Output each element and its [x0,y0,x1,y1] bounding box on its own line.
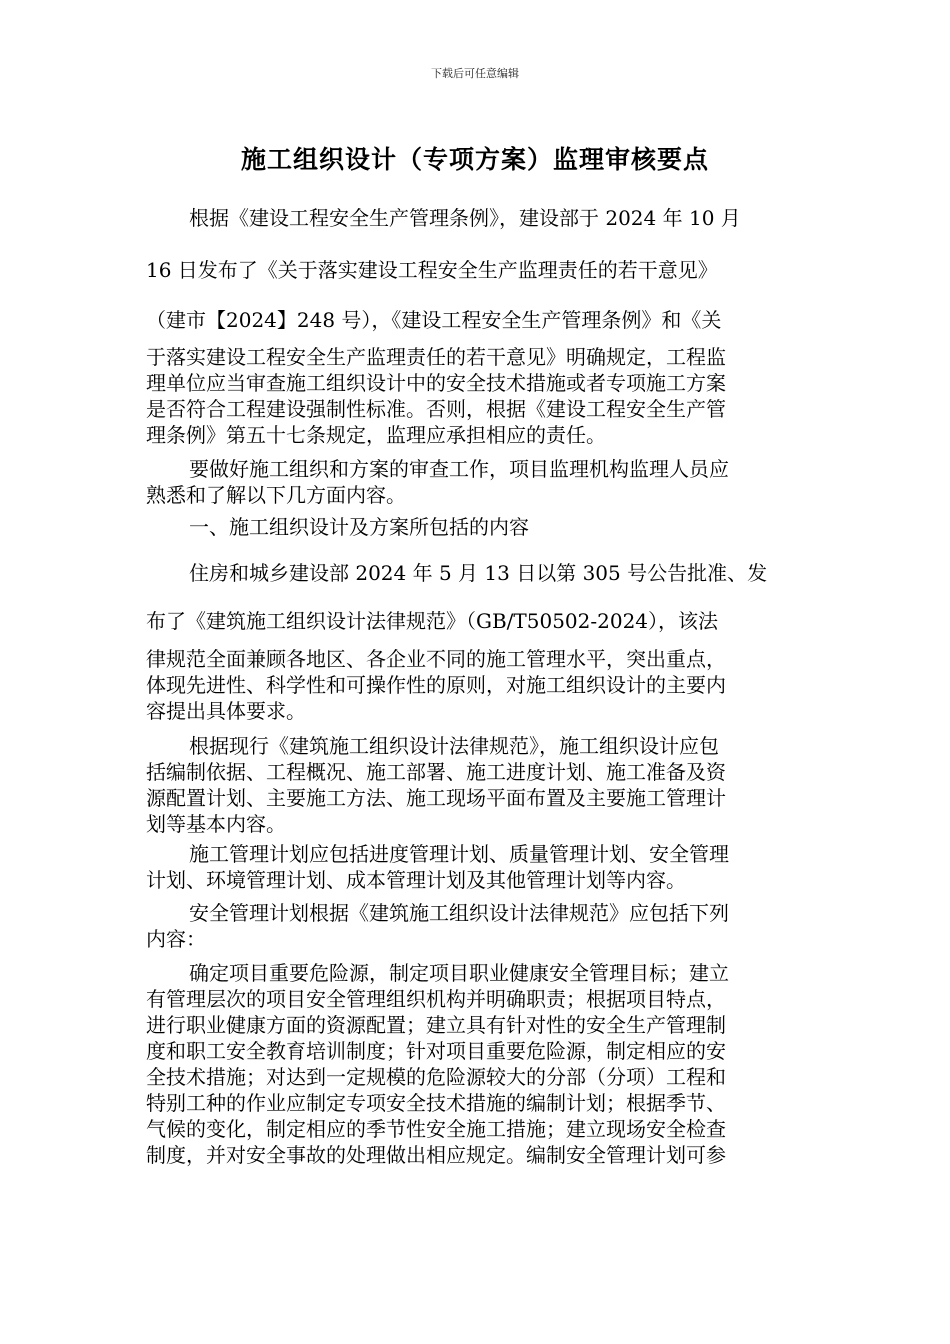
page-header-note: 下载后可任意编辑 [431,67,519,80]
text-line: 内容： [146,927,206,951]
text-line: 特别工种的作业应制定专项安全技术措施的编制计划；根据季节、 [146,1091,726,1115]
text-line: 熟悉和了解以下几方面内容。 [146,483,406,507]
text-line: 有管理层次的项目安全管理组织机构并明确职责；根据项目特点， [146,987,726,1011]
text-line: 布了《建筑施工组织设计法律规范》（GB/T50502-2024），该法 [146,609,719,633]
text-line: 度和职工安全教育培训制度；针对项目重要危险源，制定相应的安 [146,1039,726,1063]
text-line: 容提出具体要求。 [146,699,306,723]
text-line: 施工管理计划应包括进度管理计划、质量管理计划、安全管理 [189,842,729,866]
text-line: 划等基本内容。 [146,812,286,836]
text-line: 理条例》第五十七条规定，监理应承担相应的责任。 [146,423,606,447]
text-line: 律规范全面兼顾各地区、各企业不同的施工管理水平，突出重点， [146,647,726,671]
text-line: （建市【2024】248 号），《建设工程安全生产管理条例》和《关 [146,308,722,332]
text-line: 气候的变化，制定相应的季节性安全施工措施；建立现场安全检查 [146,1117,726,1141]
text-line: 是否符合工程建设强制性标准。否则，根据《建设工程安全生产管 [146,397,726,421]
section-heading: 一、施工组织设计及方案所包括的内容 [189,515,529,539]
text-line: 根据《建设工程安全生产管理条例》，建设部于 2024 年 10 月 [189,206,741,230]
text-line: 理单位应当审查施工组织设计中的安全技术措施或者专项施工方案 [146,371,726,395]
document-title: 施工组织设计（专项方案）监理审核要点 [240,145,709,174]
text-line: 全技术措施；对达到一定规模的危险源较大的分部（分项）工程和 [146,1065,726,1089]
text-line: 于落实建设工程安全生产监理责任的若干意见》明确规定，工程监 [146,345,726,369]
text-line: 进行职业健康方面的资源配置；建立具有针对性的安全生产管理制 [146,1013,726,1037]
text-line: 确定项目重要危险源，制定项目职业健康安全管理目标；建立 [189,961,729,985]
text-line: 根据现行《建筑施工组织设计法律规范》，施工组织设计应包 [189,734,719,758]
text-line: 体现先进性、科学性和可操作性的原则，对施工组织设计的主要内 [146,673,726,697]
text-line: 住房和城乡建设部 2024 年 5 月 13 日以第 305 号公告批准、发 [189,561,768,585]
text-line: 要做好施工组织和方案的审查工作，项目监理机构监理人员应 [189,457,729,481]
text-line: 计划、环境管理计划、成本管理计划及其他管理计划等内容。 [146,868,686,892]
text-line: 源配置计划、主要施工方法、施工现场平面布置及主要施工管理计 [146,786,726,810]
text-line: 括编制依据、工程概况、施工部署、施工进度计划、施工准备及资 [146,760,726,784]
text-line: 制度，并对安全事故的处理做出相应规定。编制安全管理计划可参 [146,1143,726,1167]
text-line: 安全管理计划根据《建筑施工组织设计法律规范》应包括下列 [189,901,729,925]
text-line: 16 日发布了《关于落实建设工程安全生产监理责任的若干意见》 [146,258,718,282]
